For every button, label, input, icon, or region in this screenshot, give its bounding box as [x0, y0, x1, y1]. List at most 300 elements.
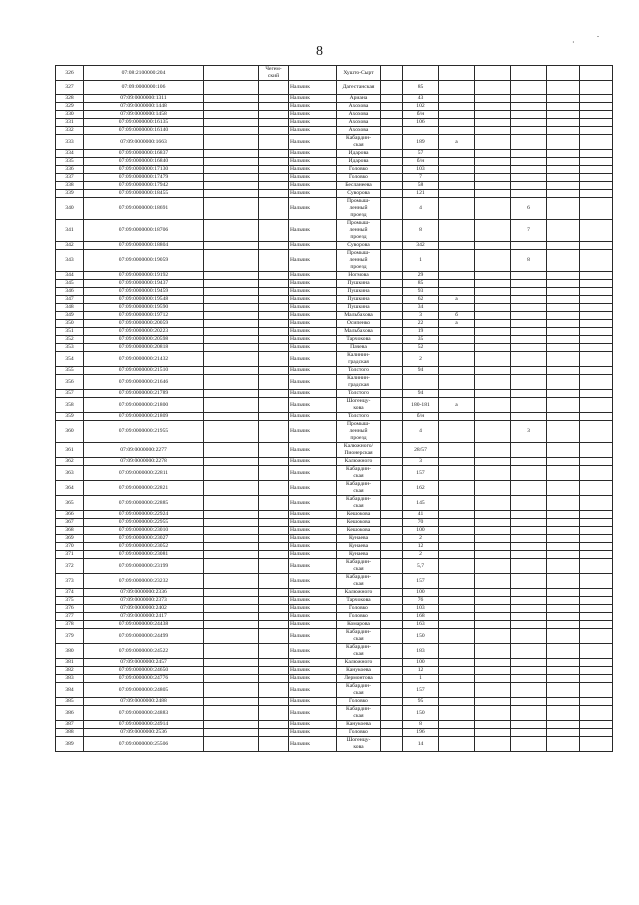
building-cell	[511, 111, 547, 119]
district-cell	[259, 597, 289, 605]
empty-cell	[580, 242, 613, 250]
street-cell: Толстого	[337, 413, 381, 421]
empty-cell	[381, 296, 403, 304]
city-cell: Нальчик	[289, 597, 337, 605]
cadastral-number: 07:09:0000000:17130	[84, 166, 204, 174]
empty-cell	[475, 336, 511, 344]
letter-cell	[439, 543, 475, 551]
cadastral-number: 07:09:0000000:24805	[84, 683, 204, 698]
empty-cell	[381, 511, 403, 519]
district-cell	[259, 574, 289, 589]
empty-cell	[475, 220, 511, 242]
district-cell	[259, 481, 289, 496]
table-row	[56, 367, 613, 375]
empty-cell	[204, 135, 259, 150]
table-row	[56, 390, 613, 398]
empty-cell	[547, 336, 580, 344]
building-cell	[511, 527, 547, 535]
letter-cell	[439, 95, 475, 103]
empty-cell	[547, 675, 580, 683]
district-cell	[259, 375, 289, 390]
house-number: 57	[403, 150, 439, 158]
building-cell	[511, 288, 547, 296]
table-row	[56, 111, 613, 119]
empty-cell	[475, 66, 511, 81]
district-cell	[259, 551, 289, 559]
empty-cell	[204, 413, 259, 421]
street-cell: Канукоева	[337, 721, 381, 729]
empty-cell	[204, 543, 259, 551]
building-cell	[511, 535, 547, 543]
street-cell: Шогенцу- кова	[337, 737, 381, 752]
table-row	[56, 398, 613, 413]
district-cell	[259, 103, 289, 111]
house-number: 85	[403, 81, 439, 95]
empty-cell	[381, 272, 403, 280]
cadastral-number: 07:09:0000000:1458	[84, 111, 204, 119]
street-cell: Головко	[337, 698, 381, 706]
building-cell	[511, 458, 547, 466]
row-number: 377	[56, 613, 84, 621]
district-cell	[259, 304, 289, 312]
letter-cell	[439, 344, 475, 352]
row-number: 379	[56, 629, 84, 644]
building-cell	[511, 390, 547, 398]
empty-cell	[204, 166, 259, 174]
house-number: 3	[403, 312, 439, 320]
street-cell: Кабардин- ская	[337, 496, 381, 511]
empty-cell	[204, 320, 259, 328]
empty-cell	[547, 706, 580, 721]
district-cell	[259, 706, 289, 721]
city-cell: Нальчик	[289, 605, 337, 613]
street-cell: Кабардин- ская	[337, 574, 381, 589]
empty-cell	[547, 551, 580, 559]
empty-cell	[547, 182, 580, 190]
district-cell	[259, 119, 289, 127]
district-cell	[259, 613, 289, 621]
empty-cell	[475, 413, 511, 421]
empty-cell	[475, 312, 511, 320]
empty-cell	[204, 527, 259, 535]
table-row	[56, 527, 613, 535]
cadastral-number: 07:09:0000000:106	[84, 81, 204, 95]
row-number: 370	[56, 543, 84, 551]
building-cell	[511, 336, 547, 344]
empty-cell	[475, 605, 511, 613]
letter-cell	[439, 535, 475, 543]
city-cell: Нальчик	[289, 551, 337, 559]
district-cell	[259, 621, 289, 629]
empty-cell	[580, 296, 613, 304]
empty-cell	[547, 644, 580, 659]
city-cell	[289, 66, 337, 81]
empty-cell	[381, 190, 403, 198]
corner-mark: .	[597, 30, 599, 39]
city-cell: Нальчик	[289, 198, 337, 220]
empty-cell	[381, 336, 403, 344]
district-cell	[259, 174, 289, 182]
empty-cell	[204, 605, 259, 613]
city-cell: Нальчик	[289, 683, 337, 698]
empty-cell	[580, 597, 613, 605]
city-cell: Нальчик	[289, 119, 337, 127]
empty-cell	[580, 496, 613, 511]
district-cell	[259, 659, 289, 667]
cadastral-number: 07:09:0000000:1663	[84, 135, 204, 150]
letter-cell	[439, 198, 475, 220]
empty-cell	[580, 95, 613, 103]
empty-cell	[204, 312, 259, 320]
empty-cell	[475, 344, 511, 352]
street-cell: Калюжного	[337, 589, 381, 597]
street-cell: Мальбахова	[337, 312, 381, 320]
city-cell: Нальчик	[289, 111, 337, 119]
empty-cell	[547, 574, 580, 589]
empty-cell	[547, 667, 580, 675]
building-cell	[511, 190, 547, 198]
empty-cell	[381, 103, 403, 111]
house-number: 93	[403, 288, 439, 296]
empty-cell	[475, 535, 511, 543]
row-number: 378	[56, 621, 84, 629]
empty-cell	[381, 466, 403, 481]
street-cell: Осипенко	[337, 320, 381, 328]
city-cell: Нальчик	[289, 421, 337, 443]
empty-cell	[204, 683, 259, 698]
table-row	[56, 737, 613, 752]
letter-cell	[439, 119, 475, 127]
city-cell: Нальчик	[289, 519, 337, 527]
letter-cell	[439, 737, 475, 752]
empty-cell	[580, 182, 613, 190]
row-number: 381	[56, 659, 84, 667]
building-cell	[511, 320, 547, 328]
empty-cell	[580, 135, 613, 150]
letter-cell	[439, 527, 475, 535]
cadastral-number: 07:09:0000000:2277	[84, 443, 204, 458]
table-row	[56, 511, 613, 519]
empty-cell	[381, 220, 403, 242]
empty-cell	[204, 443, 259, 458]
house-number: 163	[403, 621, 439, 629]
empty-cell	[547, 280, 580, 288]
cadastral-number: 07:09:0000000:24650	[84, 667, 204, 675]
letter-cell	[439, 336, 475, 344]
empty-cell	[204, 597, 259, 605]
street-cell: Идарова	[337, 150, 381, 158]
letter-cell	[439, 182, 475, 190]
table-row	[56, 220, 613, 242]
empty-cell	[381, 328, 403, 336]
empty-cell	[580, 344, 613, 352]
letter-cell	[439, 375, 475, 390]
empty-cell	[204, 481, 259, 496]
empty-cell	[580, 551, 613, 559]
city-cell: Нальчик	[289, 698, 337, 706]
building-cell	[511, 721, 547, 729]
city-cell: Нальчик	[289, 527, 337, 535]
house-number: 12	[403, 543, 439, 551]
house-number	[403, 127, 439, 135]
empty-cell	[204, 119, 259, 127]
empty-cell	[580, 150, 613, 158]
empty-cell	[381, 158, 403, 166]
building-cell	[511, 344, 547, 352]
house-number: 121	[403, 190, 439, 198]
cadastral-number: 07:09:0000000:24522	[84, 644, 204, 659]
empty-cell	[580, 66, 613, 81]
empty-cell	[204, 280, 259, 288]
empty-cell	[547, 272, 580, 280]
city-cell: Нальчик	[289, 220, 337, 242]
empty-cell	[204, 182, 259, 190]
empty-cell	[475, 367, 511, 375]
house-number: 1	[403, 675, 439, 683]
building-cell	[511, 242, 547, 250]
empty-cell	[204, 190, 259, 198]
cadastral-number: 07:09:0000000:20598	[84, 336, 204, 344]
empty-cell	[580, 698, 613, 706]
street-cell: Канукоева	[337, 667, 381, 675]
letter-cell	[439, 659, 475, 667]
district-cell	[259, 198, 289, 220]
building-cell	[511, 367, 547, 375]
house-number: 168	[403, 613, 439, 621]
empty-cell	[204, 375, 259, 390]
house-number: б/н	[403, 413, 439, 421]
table-row	[56, 81, 613, 95]
empty-cell	[204, 398, 259, 413]
district-cell	[259, 589, 289, 597]
building-cell	[511, 481, 547, 496]
cadastral-number: 07:09:0000000:1448	[84, 103, 204, 111]
empty-cell	[475, 127, 511, 135]
district-cell	[259, 675, 289, 683]
house-number: 19	[403, 328, 439, 336]
district-cell	[259, 81, 289, 95]
city-cell: Нальчик	[289, 103, 337, 111]
empty-cell	[204, 81, 259, 95]
empty-cell	[381, 458, 403, 466]
house-number: 183	[403, 644, 439, 659]
empty-cell	[580, 559, 613, 574]
empty-cell	[204, 328, 259, 336]
table-row	[56, 589, 613, 597]
letter-cell	[439, 621, 475, 629]
empty-cell	[580, 466, 613, 481]
empty-cell	[475, 111, 511, 119]
letter-cell	[439, 629, 475, 644]
row-number: 384	[56, 683, 84, 698]
empty-cell	[580, 421, 613, 443]
street-cell: Пушкина	[337, 304, 381, 312]
house-number: 12	[403, 667, 439, 675]
empty-cell	[381, 737, 403, 752]
empty-cell	[547, 683, 580, 698]
cadastral-number: 07:09:0000000:19590	[84, 304, 204, 312]
table-row	[56, 659, 613, 667]
cadastral-number: 07:09:0000000:25506	[84, 737, 204, 752]
building-cell	[511, 150, 547, 158]
house-number: 7	[403, 174, 439, 182]
street-cell: Шогенцу- кова	[337, 398, 381, 413]
street-cell: Кешокова	[337, 519, 381, 527]
empty-cell	[580, 280, 613, 288]
street-cell: Ахохова	[337, 127, 381, 135]
district-cell	[259, 683, 289, 698]
empty-cell	[547, 629, 580, 644]
empty-cell	[381, 390, 403, 398]
house-number: 41	[403, 511, 439, 519]
street-cell: Толстого	[337, 390, 381, 398]
empty-cell	[475, 443, 511, 458]
empty-cell	[547, 559, 580, 574]
city-cell: Нальчик	[289, 190, 337, 198]
district-cell	[259, 443, 289, 458]
empty-cell	[381, 667, 403, 675]
empty-cell	[547, 344, 580, 352]
house-number: 102	[403, 103, 439, 111]
district-cell	[259, 320, 289, 328]
house-number: 2	[403, 551, 439, 559]
cadastral-number: 07:09:0000000:18804	[84, 242, 204, 250]
letter-cell	[439, 698, 475, 706]
empty-cell	[381, 629, 403, 644]
empty-cell	[547, 304, 580, 312]
building-cell	[511, 443, 547, 458]
table-row	[56, 413, 613, 421]
street-cell: Калинин- градская	[337, 375, 381, 390]
empty-cell	[475, 629, 511, 644]
letter-cell	[439, 166, 475, 174]
house-number: 196	[403, 729, 439, 737]
page-number: 8	[316, 44, 323, 59]
building-cell	[511, 174, 547, 182]
building-cell	[511, 737, 547, 752]
table-row	[56, 198, 613, 220]
street-cell: Головко	[337, 166, 381, 174]
district-cell	[259, 390, 289, 398]
empty-cell	[475, 458, 511, 466]
letter-cell	[439, 250, 475, 272]
empty-cell	[580, 367, 613, 375]
empty-cell	[580, 535, 613, 543]
empty-cell	[475, 527, 511, 535]
empty-cell	[381, 280, 403, 288]
district-cell	[259, 559, 289, 574]
empty-cell	[547, 166, 580, 174]
empty-cell	[381, 288, 403, 296]
empty-cell	[475, 242, 511, 250]
cadastral-number: 07:09:0000000:22885	[84, 496, 204, 511]
empty-cell	[580, 166, 613, 174]
empty-cell	[580, 127, 613, 135]
district-cell	[259, 312, 289, 320]
city-cell: Нальчик	[289, 559, 337, 574]
street-cell: Ахохова	[337, 103, 381, 111]
empty-cell	[204, 466, 259, 481]
empty-cell	[475, 721, 511, 729]
empty-cell	[547, 458, 580, 466]
district-cell	[259, 535, 289, 543]
building-cell	[511, 466, 547, 481]
city-cell: Нальчик	[289, 535, 337, 543]
empty-cell	[381, 659, 403, 667]
table-row	[56, 375, 613, 390]
empty-cell	[381, 597, 403, 605]
row-number: 327	[56, 81, 84, 95]
empty-cell	[547, 597, 580, 605]
city-cell: Нальчик	[289, 135, 337, 150]
row-number: 367	[56, 519, 84, 527]
house-number: 162	[403, 481, 439, 496]
cadastral-number: 07:09:0000000:16135	[84, 119, 204, 127]
table-row	[56, 443, 613, 458]
city-cell: Нальчик	[289, 150, 337, 158]
table-body	[56, 66, 613, 752]
district-cell	[259, 367, 289, 375]
empty-cell	[204, 706, 259, 721]
house-number: 157	[403, 574, 439, 589]
house-number: 62	[403, 296, 439, 304]
cadastral-number: 07:09:0000000:24499	[84, 629, 204, 644]
empty-cell	[475, 729, 511, 737]
row-number: 353	[56, 344, 84, 352]
empty-cell	[547, 659, 580, 667]
empty-cell	[547, 103, 580, 111]
empty-cell	[580, 667, 613, 675]
building-cell	[511, 659, 547, 667]
empty-cell	[580, 328, 613, 336]
district-cell	[259, 127, 289, 135]
district-cell	[259, 698, 289, 706]
empty-cell	[381, 613, 403, 621]
city-cell: Нальчик	[289, 344, 337, 352]
city-cell: Нальчик	[289, 706, 337, 721]
row-number: 350	[56, 320, 84, 328]
row-number: 364	[56, 481, 84, 496]
table-row	[56, 597, 613, 605]
table-row	[56, 496, 613, 511]
row-number: 339	[56, 190, 84, 198]
letter-cell	[439, 443, 475, 458]
empty-cell	[381, 551, 403, 559]
building-cell: 8	[511, 250, 547, 272]
street-cell: Кешокова	[337, 527, 381, 535]
letter-cell	[439, 390, 475, 398]
letter-cell: б	[439, 312, 475, 320]
empty-cell	[475, 81, 511, 95]
cadastral-number: 07:09:0000000:20059	[84, 320, 204, 328]
row-number: 332	[56, 127, 84, 135]
house-number: 95	[403, 698, 439, 706]
district-cell	[259, 158, 289, 166]
letter-cell	[439, 559, 475, 574]
district-cell	[259, 398, 289, 413]
empty-cell	[547, 519, 580, 527]
empty-cell	[381, 81, 403, 95]
letter-cell	[439, 103, 475, 111]
district-cell	[259, 543, 289, 551]
table-row	[56, 421, 613, 443]
street-cell: Тарчокова	[337, 597, 381, 605]
empty-cell	[547, 496, 580, 511]
letter-cell	[439, 481, 475, 496]
building-cell	[511, 296, 547, 304]
building-cell	[511, 158, 547, 166]
empty-cell	[204, 150, 259, 158]
